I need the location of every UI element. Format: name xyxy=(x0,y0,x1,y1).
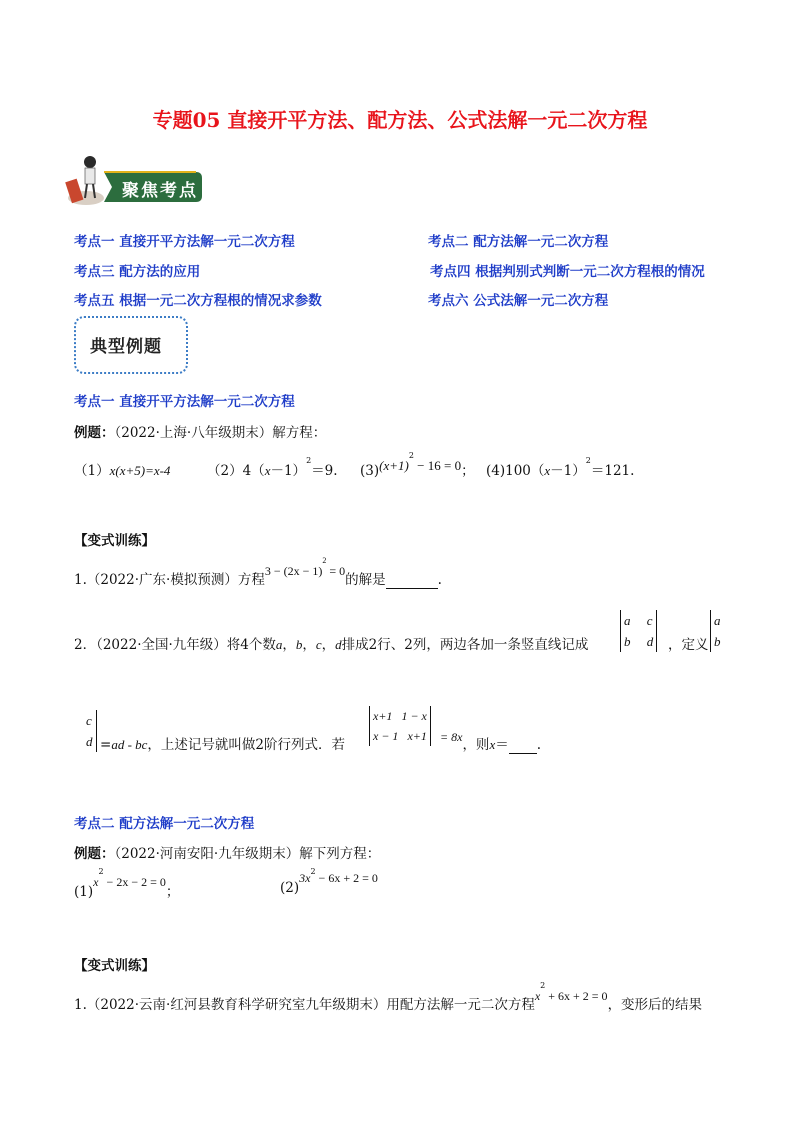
section1-item-4 xyxy=(486,456,635,479)
example-banner-label: 典型例题 xyxy=(90,337,162,357)
answer-blank[interactable] xyxy=(509,737,537,754)
toc-item-3: 考点三 配方法的应用 xyxy=(74,264,201,280)
determinant-x xyxy=(369,706,431,746)
exponent: 2 xyxy=(306,456,312,465)
det-def-c: c xyxy=(86,713,92,728)
exponent: 2 xyxy=(98,867,104,876)
variant-label-1: 【变式训练】 xyxy=(74,533,155,549)
exponent: 2 xyxy=(322,556,327,565)
equation: 3x xyxy=(299,871,311,885)
formula: ad - bc xyxy=(111,737,148,752)
section2-item-2 xyxy=(280,867,378,896)
item-label: (4)100（ xyxy=(486,463,545,479)
det-def-a: a xyxy=(714,613,721,628)
section1-question-2-line2 xyxy=(100,733,345,753)
det-a: a xyxy=(624,613,631,628)
example-banner xyxy=(74,316,188,374)
example-label: 例题： xyxy=(74,425,115,441)
variant-label-2: 【变式训练】 xyxy=(74,958,155,974)
det-r2c1: x − 1 xyxy=(373,729,399,743)
det-def-b: b xyxy=(714,634,721,649)
det-r2c2: x+1 xyxy=(407,729,427,743)
det-r1c2: 1 − x xyxy=(401,709,427,723)
focus-banner-label: 聚焦考点 xyxy=(122,181,198,201)
item-label: (2) xyxy=(280,880,300,896)
equation-end: ＝121. xyxy=(590,463,635,479)
item-label: （2）4（ xyxy=(207,463,265,479)
example-text: （2022·河南安阳·九年级期末）解下列方程： xyxy=(114,846,381,862)
question-text: 的解是 xyxy=(345,572,386,588)
exponent: 2 xyxy=(408,451,414,460)
equation: x(x+5)=x-4 xyxy=(109,463,171,478)
det-r1c1: x+1 xyxy=(373,709,393,723)
variable-c: c xyxy=(315,637,322,652)
determinant-def-left xyxy=(710,610,721,652)
equation-end: ＝9. xyxy=(311,463,338,479)
toc-item-5: 考点五 根据一元二次方程根的情况求参数 xyxy=(74,293,322,309)
det-b: b xyxy=(624,634,631,649)
equation: x xyxy=(93,875,99,889)
equation-end: ； xyxy=(165,884,180,900)
example-text: （2022·上海·八年级期末）解方程： xyxy=(114,425,327,441)
section1-item-3 xyxy=(360,451,475,479)
focus-banner xyxy=(64,150,204,210)
item-label: (3) xyxy=(360,463,380,479)
equation: (x+1) xyxy=(379,458,409,473)
define-text: ，定义 xyxy=(668,637,709,653)
section1-question-2-line1: 2．（2022·全国·九年级）将4个数a，b，c，d排成2行、2列，两边各加一条竖直线记成 xyxy=(74,637,589,653)
equation: x xyxy=(534,989,541,1003)
section1-question-2-tail xyxy=(440,725,542,753)
exponent: 2 xyxy=(585,456,591,465)
det-d: d xyxy=(646,634,654,649)
section2-heading: 考点二 配方法解一元二次方程 xyxy=(74,816,255,832)
question-text: ，则 xyxy=(462,737,490,753)
punctuation: . xyxy=(536,737,542,753)
equation-end: = 0 xyxy=(326,564,346,578)
variable-a: a xyxy=(275,637,283,652)
question-text: 2．（2022·全国·九年级）将4个数 xyxy=(74,637,276,653)
punctuation: . xyxy=(437,572,442,588)
section2-example xyxy=(74,842,380,862)
toc-item-6: 考点六 公式法解一元二次方程 xyxy=(428,293,609,309)
variable-d: d xyxy=(335,637,342,652)
section1-question-1 xyxy=(74,556,442,589)
variable: x xyxy=(264,463,271,478)
equation-part: －1） xyxy=(270,463,307,479)
toc-item-2: 考点二 配方法解一元二次方程 xyxy=(428,234,609,250)
determinant-def-right xyxy=(86,710,97,752)
variable: x xyxy=(489,737,496,752)
exponent: 2 xyxy=(540,981,546,990)
question-text: 1.（2022·云南·红河县教育科学研究室九年级期末）用配方法解一元二次方程 xyxy=(74,997,535,1013)
section2-item-1 xyxy=(74,867,180,900)
section2-question-1 xyxy=(74,981,703,1013)
answer-blank[interactable] xyxy=(386,572,438,589)
toc-item-4: 考点四 根据判别式判断一元二次方程根的情况 xyxy=(430,264,705,280)
equation-part: − 6x + 2 = 0 xyxy=(315,871,378,885)
equals: ＝ xyxy=(495,737,509,753)
equation-part: 3 − (2x − 1) xyxy=(264,564,323,578)
section1-item-1 xyxy=(74,459,170,479)
question-text: 1.（2022·广东·模拟预测）方程 xyxy=(74,572,265,588)
equation-part: + 6x + 2 = 0 xyxy=(545,989,608,1003)
equals: = xyxy=(100,737,112,753)
equation-part: − 2x − 2 = 0 xyxy=(103,875,166,889)
det-c: c xyxy=(646,613,653,628)
page-title: 专题05 直接开平方法、配方法、公式法解一元二次方程 xyxy=(152,108,648,132)
determinant-equation: = 8x xyxy=(440,730,463,744)
equation xyxy=(264,556,346,578)
section1-heading: 考点一 直接开平方法解一元二次方程 xyxy=(74,394,295,410)
section1-item-2 xyxy=(207,456,338,479)
item-label: (1) xyxy=(74,884,94,900)
question-text: ，变形后的结果 xyxy=(607,997,703,1013)
variable: x xyxy=(544,463,551,478)
toc-item-1: 考点一 直接开平方法解一元二次方程 xyxy=(74,234,295,250)
item-label: （1） xyxy=(74,463,110,479)
det-def-d: d xyxy=(86,734,93,749)
variable-b: b xyxy=(295,637,303,652)
example-label: 例题： xyxy=(74,846,115,862)
determinant-abcd xyxy=(620,610,657,652)
equation-part: − 16 = 0 xyxy=(413,458,462,473)
exponent: 2 xyxy=(310,867,316,876)
question-text: ，上述记号就叫做2阶行列式．若 xyxy=(147,737,346,753)
equation-end: ； xyxy=(461,463,475,479)
section1-example xyxy=(74,421,326,441)
equation-part: －1） xyxy=(550,463,586,479)
question-text: 排成2行、2列，两边各加一条竖直线记成 xyxy=(341,637,589,653)
